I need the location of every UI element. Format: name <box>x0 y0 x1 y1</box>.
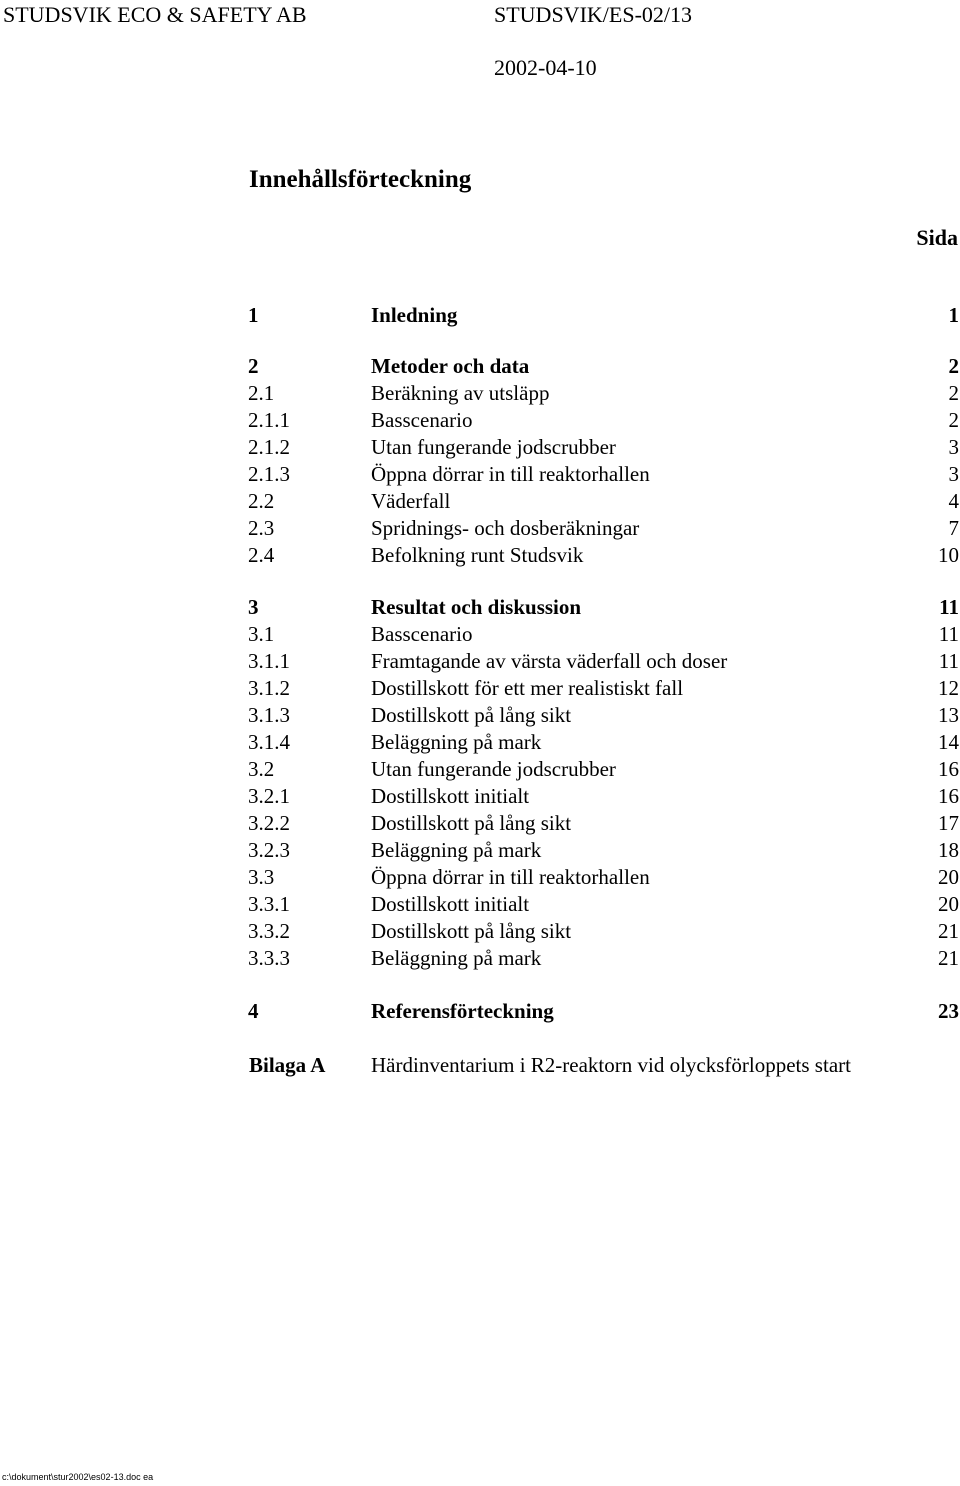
toc-entry-number: 3.2.2 <box>248 811 290 835</box>
toc-entry-page: 16 <box>938 784 959 808</box>
toc-entry-number: 2.4 <box>248 543 275 567</box>
toc-entry <box>248 864 959 891</box>
toc-entry-page: 21 <box>938 919 959 943</box>
toc-entry-page: 1 <box>948 303 959 327</box>
toc-entry <box>248 998 959 1025</box>
toc-entry-page: 2 <box>948 408 959 432</box>
toc-entry-number: 3.3.2 <box>248 919 290 943</box>
toc-entry-title: Spridnings- och dosberäkningar <box>371 516 640 540</box>
toc-entry <box>248 756 959 783</box>
toc-entry-page: 11 <box>938 649 959 673</box>
toc-entry-page: 21 <box>938 946 959 970</box>
toc-entry-number: 2.1.1 <box>248 408 290 432</box>
toc-entry-page: 2 <box>948 381 959 405</box>
toc-entry <box>248 945 959 972</box>
toc-entry-page: 3 <box>948 435 959 459</box>
toc-entry <box>248 729 959 756</box>
header-date: 2002-04-10 <box>494 55 597 80</box>
toc-entry-number: 1 <box>248 303 259 327</box>
toc-entry-page: 20 <box>938 892 959 916</box>
toc-entry <box>248 837 959 864</box>
toc-entry-page: 14 <box>938 730 959 754</box>
toc-entry-number: 2.3 <box>248 516 275 540</box>
toc-entry-title: Befolkning runt Studsvik <box>371 543 584 567</box>
toc-entry <box>248 783 959 810</box>
page-column-label: Sida <box>916 225 958 250</box>
toc-entry-number: 3.2.3 <box>248 838 290 862</box>
toc-entry <box>248 407 959 434</box>
toc-entry-page: 23 <box>938 999 959 1023</box>
toc-entry-title: Dostillskott initialt <box>371 892 530 916</box>
page-title: Innehållsförteckning <box>249 166 472 193</box>
toc-entry-page: 13 <box>938 703 959 727</box>
toc-entry <box>248 891 959 918</box>
toc-entry <box>248 702 959 729</box>
toc-entry <box>248 918 959 945</box>
toc-entry-number: 3 <box>248 595 259 619</box>
toc-entry-number: 3.1.4 <box>248 730 290 754</box>
toc-entry-number: 2.2 <box>248 489 275 513</box>
toc-entry-number: 3.3.3 <box>248 946 290 970</box>
toc-entry <box>248 675 959 702</box>
toc-entry-number: 3.1 <box>248 622 275 646</box>
toc-entry-title: Beläggning på mark <box>371 730 542 754</box>
toc-entry-title: Väderfall <box>371 489 451 513</box>
toc-entry-page: 4 <box>948 489 959 513</box>
toc-entry-page: 10 <box>938 543 959 567</box>
toc-entry <box>248 648 959 675</box>
toc-entry-number: 3.1.1 <box>248 649 290 673</box>
toc-entry <box>248 515 959 542</box>
toc-entry-number: 3.3.1 <box>248 892 290 916</box>
toc-entry <box>248 353 959 380</box>
toc-entry-page: 18 <box>938 838 959 862</box>
toc-entry-page: 11 <box>939 595 959 619</box>
toc-entry <box>248 621 959 648</box>
toc-entry <box>248 542 959 569</box>
toc-entry-title: Basscenario <box>371 622 473 646</box>
toc-entry <box>248 380 959 407</box>
toc-entry <box>248 434 959 461</box>
header-doc-number: STUDSVIK/ES-02/13 <box>494 2 693 27</box>
toc-entry-page: 11 <box>938 622 959 646</box>
toc-entry-number: 3.2 <box>248 757 275 781</box>
toc-entry-number: 3.1.2 <box>248 676 290 700</box>
toc-entry-number: 2 <box>248 354 259 378</box>
toc-entry-title: Öppna dörrar in till reaktorhallen <box>371 865 650 889</box>
toc-entry-title: Dostillskott på lång sikt <box>371 919 572 943</box>
toc-entry-title: Beläggning på mark <box>371 946 542 970</box>
toc-entry-title: Inledning <box>371 303 458 327</box>
toc-entry-page: 2 <box>948 354 959 378</box>
toc-entry-title: Metoder och data <box>371 354 530 378</box>
toc-entry-title: Beläggning på mark <box>371 838 542 862</box>
toc-entry <box>248 302 959 329</box>
toc-entry-title: Resultat och diskussion <box>371 595 582 619</box>
toc-entry-page: 20 <box>938 865 959 889</box>
toc-entry-number: 3.3 <box>248 865 275 889</box>
toc-entry-number: 4 <box>248 999 259 1023</box>
toc-entry-page: 17 <box>938 811 959 835</box>
toc-entry-page: 16 <box>938 757 959 781</box>
toc-entry-page: 7 <box>948 516 959 540</box>
toc-entry-page: 3 <box>948 462 959 486</box>
toc-entry-title: Referensförteckning <box>371 999 554 1023</box>
toc-entry-title: Dostillskott initialt <box>371 784 530 808</box>
toc-entry-title: Öppna dörrar in till reaktorhallen <box>371 462 650 486</box>
toc-entry <box>248 488 959 515</box>
appendix-label: Bilaga A <box>249 1053 326 1077</box>
toc-entry-number: 3.1.3 <box>248 703 290 727</box>
toc-entry <box>248 594 959 621</box>
toc-entry-number: 2.1 <box>248 381 275 405</box>
toc-entry-title: Basscenario <box>371 408 473 432</box>
toc-entry <box>248 810 959 837</box>
footer-file-path: c:\dokument\stur2002\es02-13.doc ea <box>2 1472 154 1482</box>
toc-entry-title: Dostillskott på lång sikt <box>371 703 572 727</box>
toc-entry-title: Dostillskott på lång sikt <box>371 811 572 835</box>
toc-entry-number: 2.1.2 <box>248 435 290 459</box>
header-company: STUDSVIK ECO & SAFETY AB <box>3 2 307 27</box>
toc-entry-page: 12 <box>938 676 959 700</box>
toc-entry-title: Dostillskott för ett mer realistiskt fall <box>371 676 684 700</box>
toc-entry-title: Utan fungerande jodscrubber <box>371 435 616 459</box>
toc-entry-title: Utan fungerande jodscrubber <box>371 757 616 781</box>
toc-entry-number: 3.2.1 <box>248 784 290 808</box>
appendix-title: Härdinventarium i R2-reaktorn vid olycksförloppets start <box>371 1053 851 1077</box>
toc-entry-number: 2.1.3 <box>248 462 290 486</box>
toc-entry-title: Beräkning av utsläpp <box>371 381 550 405</box>
toc-entry-title: Framtagande av värsta väderfall och doser <box>371 649 728 673</box>
toc-entry <box>248 461 959 488</box>
